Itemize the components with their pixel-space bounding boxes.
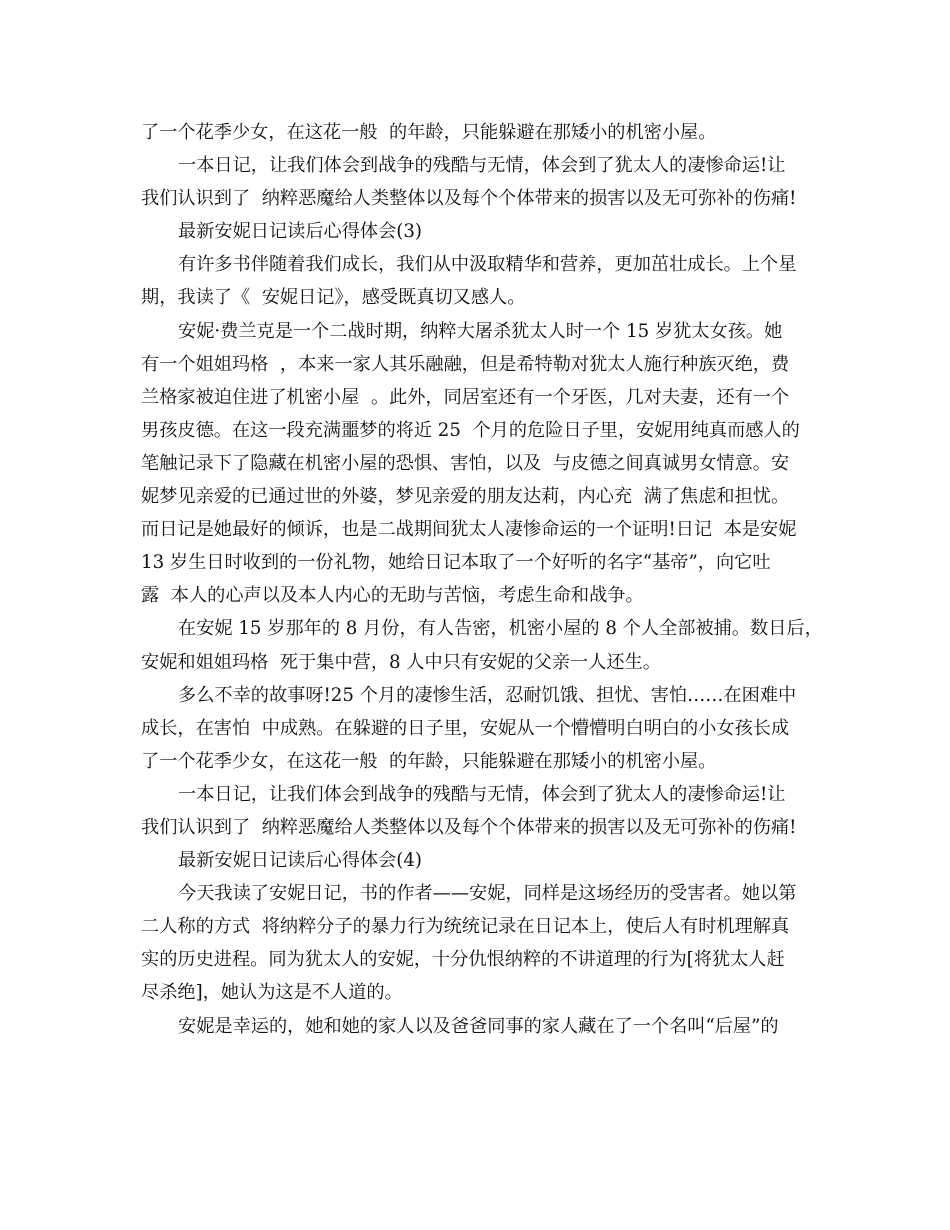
paragraph-first-line: 一本日记，让我们体会到战争的残酷与无情，体会到了犹太人的凄惨命运!让 <box>178 155 786 177</box>
paragraph-line: 了一个花季少女，在这花一般 的年龄，只能躲避在那矮小的机密小屋。 <box>141 122 717 143</box>
document-body <box>141 116 823 1043</box>
paragraph-line: 我们认识到了 纳粹恶魔给人类整体以及每个个体带来的损害以及无可弥补的伤痛! <box>141 188 797 210</box>
paragraph-line: 而日记是她最好的倾诉，也是二战期间犹太人凄惨命运的一个证明!日记 本是安妮 <box>141 519 797 541</box>
paragraph-first-line: 有许多书伴随着我们成长，我们从中汲取精华和营养，更加茁壮成长。上个星 <box>178 254 797 276</box>
paragraph-line: 我们认识到了 纳粹恶魔给人类整体以及每个个体带来的损害以及无可弥补的伤痛! <box>141 816 797 838</box>
paragraph-first-line: 一本日记，让我们体会到战争的残酷与无情，体会到了犹太人的凄惨命运!让 <box>178 783 786 805</box>
paragraph-first-line: 安妮·费兰克是一个二战时期，纳粹大屠杀犹太人时一个 15 岁犹太女孩。她 <box>178 320 783 342</box>
paragraph-line: 有一个姐姐玛格 ，本来一家人其乐融融，但是希特勒对犹太人施行种族灭绝，费 <box>141 353 790 375</box>
paragraph-line: 成长，在害怕 中成熟。在躲避的日子里，安妮从一个懵懵明白明白的小女孩长成 <box>141 717 790 739</box>
paragraph-line: 期，我读了《 安妮日记》，感受既真切又感人。 <box>141 287 526 309</box>
paragraph-first-line: 多么不幸的故事呀!25 个月的凄惨生活，忍耐饥饿、担忧、害怕……在困难中 <box>178 684 797 706</box>
paragraph-first-line: 安妮是幸运的，她和她的家人以及爸爸同事的家人藏在了一个名叫“后屋”的 <box>178 1015 779 1037</box>
paragraph-first-line: 今天我读了安妮日记，书的作者——安妮，同样是这场经历的受害者。她以第 <box>178 883 797 905</box>
paragraph-first-line: 最新安妮日记读后心得体会(4) <box>178 850 423 872</box>
paragraph-line: 了一个花季少女，在这花一般 的年龄，只能躲避在那矮小的机密小屋。 <box>141 750 717 772</box>
paragraph-line: 妮梦见亲爱的已通过世的外婆，梦见亲爱的朋友达莉，内心充 满了焦虑和担忧。 <box>141 486 790 508</box>
paragraph-line: 实的历史进程。同为犹太人的安妮，十分仇恨纳粹的不讲道理的行为[将犹太人赶 <box>141 949 785 971</box>
paragraph-line: 安妮和姐姐玛格 死于集中营，8 人中只有安妮的父亲一人还生。 <box>141 651 661 673</box>
paragraph-line: 兰格家被迫住进了机密小屋 。此外，同居室还有一个牙医，几对夫妻，还有一个 <box>141 386 790 408</box>
paragraph-first-line: 在安妮 15 岁那年的 8 月份，有人告密，机密小屋的 8 个人全部被捕。数日后， <box>178 618 823 640</box>
paragraph-line: 男孩皮德。在这一段充满噩梦的将近 25 个月的危险日子里，安妮用纯真而感人的 <box>141 419 800 441</box>
paragraph-line: 笔触记录下了隐藏在机密小屋的恐惧、害怕，以及 与皮德之间真诚男女情意。安 <box>141 452 790 474</box>
paragraph-line: 露 本人的心声以及本人内心的无助与苦恼，考虑生命和战争。 <box>141 585 644 607</box>
paragraph-line: 13 岁生日时收到的一份礼物，她给日记本取了一个好听的名字“基帝”，向它吐 <box>141 552 771 574</box>
paragraph-first-line: 最新安妮日记读后心得体会(3) <box>178 221 423 243</box>
paragraph-line: 二人称的方式 将纳粹分子的暴力行为统统记录在日记本上，使后人有时机理解真 <box>141 916 790 938</box>
paragraph-line: 尽杀绝]，她认为这是不人道的。 <box>141 982 403 1004</box>
